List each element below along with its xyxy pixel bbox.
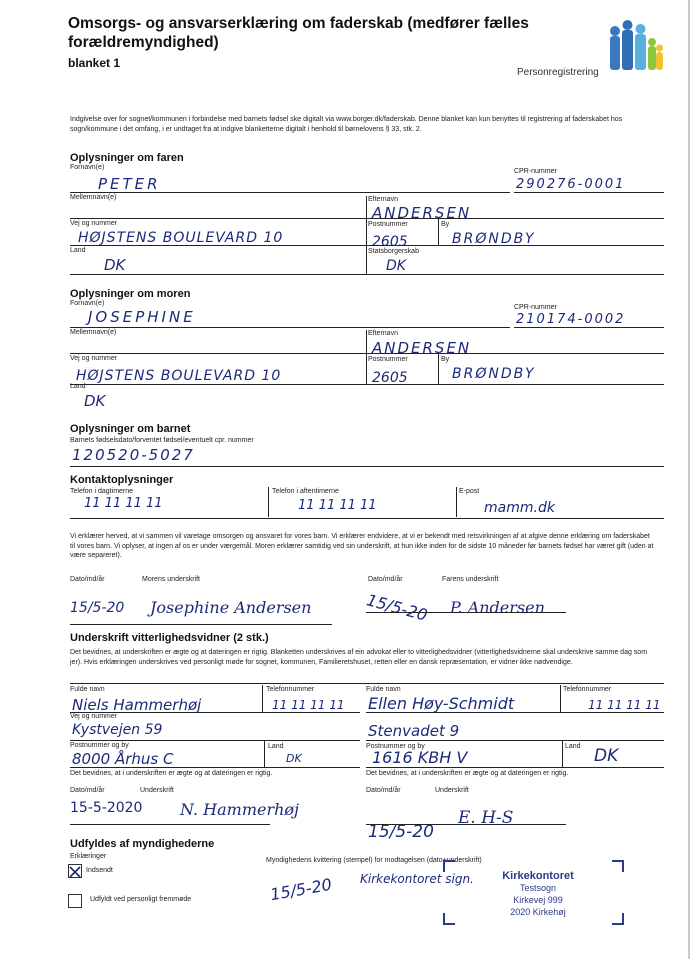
mother-date-field[interactable]: 15/5-20	[70, 600, 125, 616]
mother-country-label: Land	[70, 383, 86, 390]
mother-cpr-field[interactable]: 210174-0002	[516, 312, 626, 327]
stamp-line-3: 2020 Kirkehøj	[510, 907, 566, 917]
child-birth-field[interactable]: 120520-5027	[72, 446, 195, 464]
evening-phone-label: Telefon i aftentimerne	[272, 488, 339, 495]
mother-section-title: Oplysninger om moren	[70, 288, 191, 300]
declarations-label: Erklæringer	[70, 853, 107, 860]
evening-phone-field[interactable]: 11 11 11 11	[298, 498, 377, 513]
father-citizenship-label: Statsborgerskab	[368, 248, 419, 255]
father-last-name-field[interactable]: ANDERSEN	[372, 204, 472, 222]
stamp-corner-icon	[612, 860, 624, 872]
father-date-label: Dato/md/år	[368, 576, 403, 583]
w2-phone-field[interactable]: 11 11 11 11	[588, 698, 661, 712]
in-person-label: Udfyldt ved personligt fremmøde	[90, 896, 192, 903]
w1-postcode-label: Postnummer og by	[70, 742, 129, 749]
w2-date-label: Dato/md/år	[366, 787, 401, 794]
w2-postcode-field[interactable]: 1616 KBH V	[372, 748, 468, 767]
w1-street-field[interactable]: Kystvejen 59	[72, 722, 163, 738]
check-mark-icon	[69, 866, 81, 878]
form-subtitle: blanket 1	[68, 56, 121, 70]
w1-name-label: Fulde navn	[70, 686, 105, 693]
w2-signature-field[interactable]: E. H-S	[458, 808, 514, 828]
receipt-date-field[interactable]: 15/5-20	[268, 874, 334, 905]
email-field[interactable]: mamm.dk	[484, 500, 555, 516]
mother-country-field[interactable]: DK	[84, 392, 106, 410]
w2-phone-label: Telefonnummer	[563, 686, 612, 693]
receipt-signature-field[interactable]: Kirkekontoret sign.	[360, 872, 474, 886]
mother-city-field[interactable]: BRØNDBY	[452, 366, 536, 382]
child-section-title: Oplysninger om barnet	[70, 423, 191, 435]
stamp-line-1: Testsogn	[519, 883, 557, 893]
witnesses-text: Det bevidnes, at underskriften er ægte og at dateringen er rigtig. Blanketten underskrives af ein advokat eller to vitterlighedsvidner (vitterlighedsvidnerne skal underskrive samme dag som jer). Hvis erklæringen underskrives ved personligt møde for sognet, kommunen, Familieretshuset, retten eller en dansk repræsentation, er vidner ikke nødvendige.	[70, 649, 648, 666]
day-phone-field[interactable]: 11 11 11 11	[84, 496, 163, 511]
sent-checkbox[interactable]	[68, 864, 82, 878]
w2-street-field[interactable]: Stenvadet 9	[368, 722, 460, 740]
father-first-name-field[interactable]: PETER	[98, 175, 161, 193]
father-first-name-label: Fornavn(e)	[70, 164, 105, 171]
child-birth-label: Barnets fødselsdato/forventet fødsel/eventuelt cpr. nummer	[70, 437, 254, 444]
father-postcode-label: Postnummer	[368, 221, 408, 228]
stamp-corner-icon	[443, 913, 455, 925]
w2-signature-label: Underskrift	[435, 787, 469, 794]
email-label: E-post	[459, 488, 480, 495]
witnesses-section-title: Underskrift vitterlighedsvidner (2 stk.)	[70, 632, 269, 644]
mother-street-field[interactable]: HØJSTENS BOULEVARD 10	[76, 368, 282, 384]
mother-postcode-label: Postnummer	[368, 356, 408, 363]
father-country-label: Land	[70, 247, 86, 254]
form-title: Omsorgs- og ansvarserklæring om faderskab (medfører fælles forældremyndighed)	[68, 15, 529, 51]
father-signature-field[interactable]: P. Andersen	[450, 598, 545, 617]
father-country-field[interactable]: DK	[104, 256, 126, 274]
w1-signature-field[interactable]: N. Hammerhøj	[180, 800, 299, 819]
w2-postcode-label: Postnummer og by	[366, 743, 425, 750]
w2-country-label: Land	[565, 743, 581, 750]
family-logo-icon	[608, 20, 664, 76]
father-city-field[interactable]: BRØNDBY	[452, 231, 536, 247]
father-street-label: Vej og nummer	[70, 220, 118, 227]
w1-signature-label: Underskrift	[140, 787, 174, 794]
w2-name-label: Fulde navn	[366, 686, 401, 693]
father-street-field[interactable]: HØJSTENS BOULEVARD 10	[78, 230, 284, 246]
mother-street-label: Vej og nummer	[70, 355, 118, 362]
w2-country-field[interactable]: DK	[594, 746, 619, 766]
w1-phone-field[interactable]: 11 11 11 11	[272, 698, 345, 712]
authority-section-title: Udfyldes af myndighederne	[70, 838, 215, 850]
receipt-label: Myndighedens kvittering (stempel) for modtagelsen (dato+underskrift)	[266, 857, 482, 864]
mother-first-name-field[interactable]: JOSEPHINE	[88, 308, 196, 326]
contact-section-title: Kontaktoplysninger	[70, 474, 174, 486]
mother-postcode-field[interactable]: 2605	[372, 370, 408, 386]
w1-date-label: Dato/md/år	[70, 787, 105, 794]
father-signature-label: Farens underskrift	[442, 576, 499, 583]
mother-signature-label: Morens underskrift	[142, 576, 200, 583]
w1-phone-label: Telefonnummer	[266, 686, 315, 693]
w1-postcode-field[interactable]: 8000 Århus C	[72, 750, 174, 768]
w1-date-field[interactable]: 15-5-2020	[70, 800, 143, 816]
authority-stamp	[468, 870, 608, 918]
w1-name-field[interactable]: Niels Hammerhøj	[72, 696, 202, 714]
mother-cpr-label: CPR-nummer	[514, 304, 557, 311]
stamp-corner-icon	[612, 913, 624, 925]
stamp-corner-icon	[443, 860, 455, 872]
father-date-field[interactable]: 15/5-20	[364, 590, 430, 625]
w1-street-label: Vej og nummer	[70, 713, 118, 720]
sent-label: Indsendt	[86, 867, 113, 874]
mother-date-label: Dato/md/år	[70, 576, 105, 583]
father-city-label: By	[441, 221, 450, 228]
mother-middle-name-label: Mellemnavn(e)	[70, 329, 117, 336]
declaration-text: Vi erklærer herved, at vi sammen vil varetage omsorgen og ansvaret for vores barn. Vi erklærer endvidere, at vi er bekendt med retsvirkningen af at afgive denne erklæring om faderskabet til vores barn. Vi oplyser, at ingen af os er under værgemål. Moren erklærer samtidig ved sin underskrift, at hun ikke inden for de sidste 10 måneder før barnets fødsel har været gift (uden at være separeret).	[70, 533, 654, 559]
father-citizenship-field[interactable]: DK	[386, 258, 406, 274]
w1-attest-text: Det bevidnes, at i underskriften er ægte og at dateringen er rigtig.	[70, 770, 273, 777]
father-last-name-label: Efternavn	[368, 196, 398, 203]
in-person-checkbox[interactable]	[68, 894, 82, 908]
organization-name: Personregistrering	[517, 67, 599, 78]
mother-first-name-label: Fornavn(e)	[70, 300, 105, 307]
w2-attest-text: Det bevidnes, at i underskriften er ægte og at dateringen er rigtig.	[366, 770, 569, 777]
father-cpr-label: CPR-nummer	[514, 168, 557, 175]
day-phone-label: Telefon i dagtimerne	[70, 488, 134, 495]
w1-country-field[interactable]: DK	[286, 752, 302, 765]
father-postcode-field[interactable]: 2605	[372, 234, 408, 250]
mother-city-label: By	[441, 356, 450, 363]
mother-last-name-label: Efternavn	[368, 330, 398, 337]
mother-signature-field[interactable]: Josephine Andersen	[150, 598, 312, 617]
w2-date-field[interactable]: 15/5-20	[368, 822, 434, 842]
intro-text: Indgivelse over for sognet/kommunen i forbindelse med barnets fødsel ske digitalt via www.borger.dk/faderskab. Denne blanket kan kun benyttes til registrering af faderskabet hos sogn/kommune i det omfang, i er undtaget fra at indgive blanketterne digitalt i henhold til børnelovens § 33, stk. 2.	[70, 116, 623, 133]
stamp-name: Kirkekontoret	[502, 870, 574, 882]
father-cpr-field[interactable]: 290276-0001	[516, 177, 626, 192]
father-section-title: Oplysninger om faren	[70, 152, 184, 164]
w1-country-label: Land	[268, 743, 284, 750]
mother-last-name-field[interactable]: ANDERSEN	[372, 339, 472, 357]
stamp-line-2: Kirkevej 999	[513, 895, 563, 905]
w2-name-field[interactable]: Ellen Høy-Schmidt	[368, 694, 515, 713]
father-middle-name-label: Mellemnavn(e)	[70, 194, 117, 201]
